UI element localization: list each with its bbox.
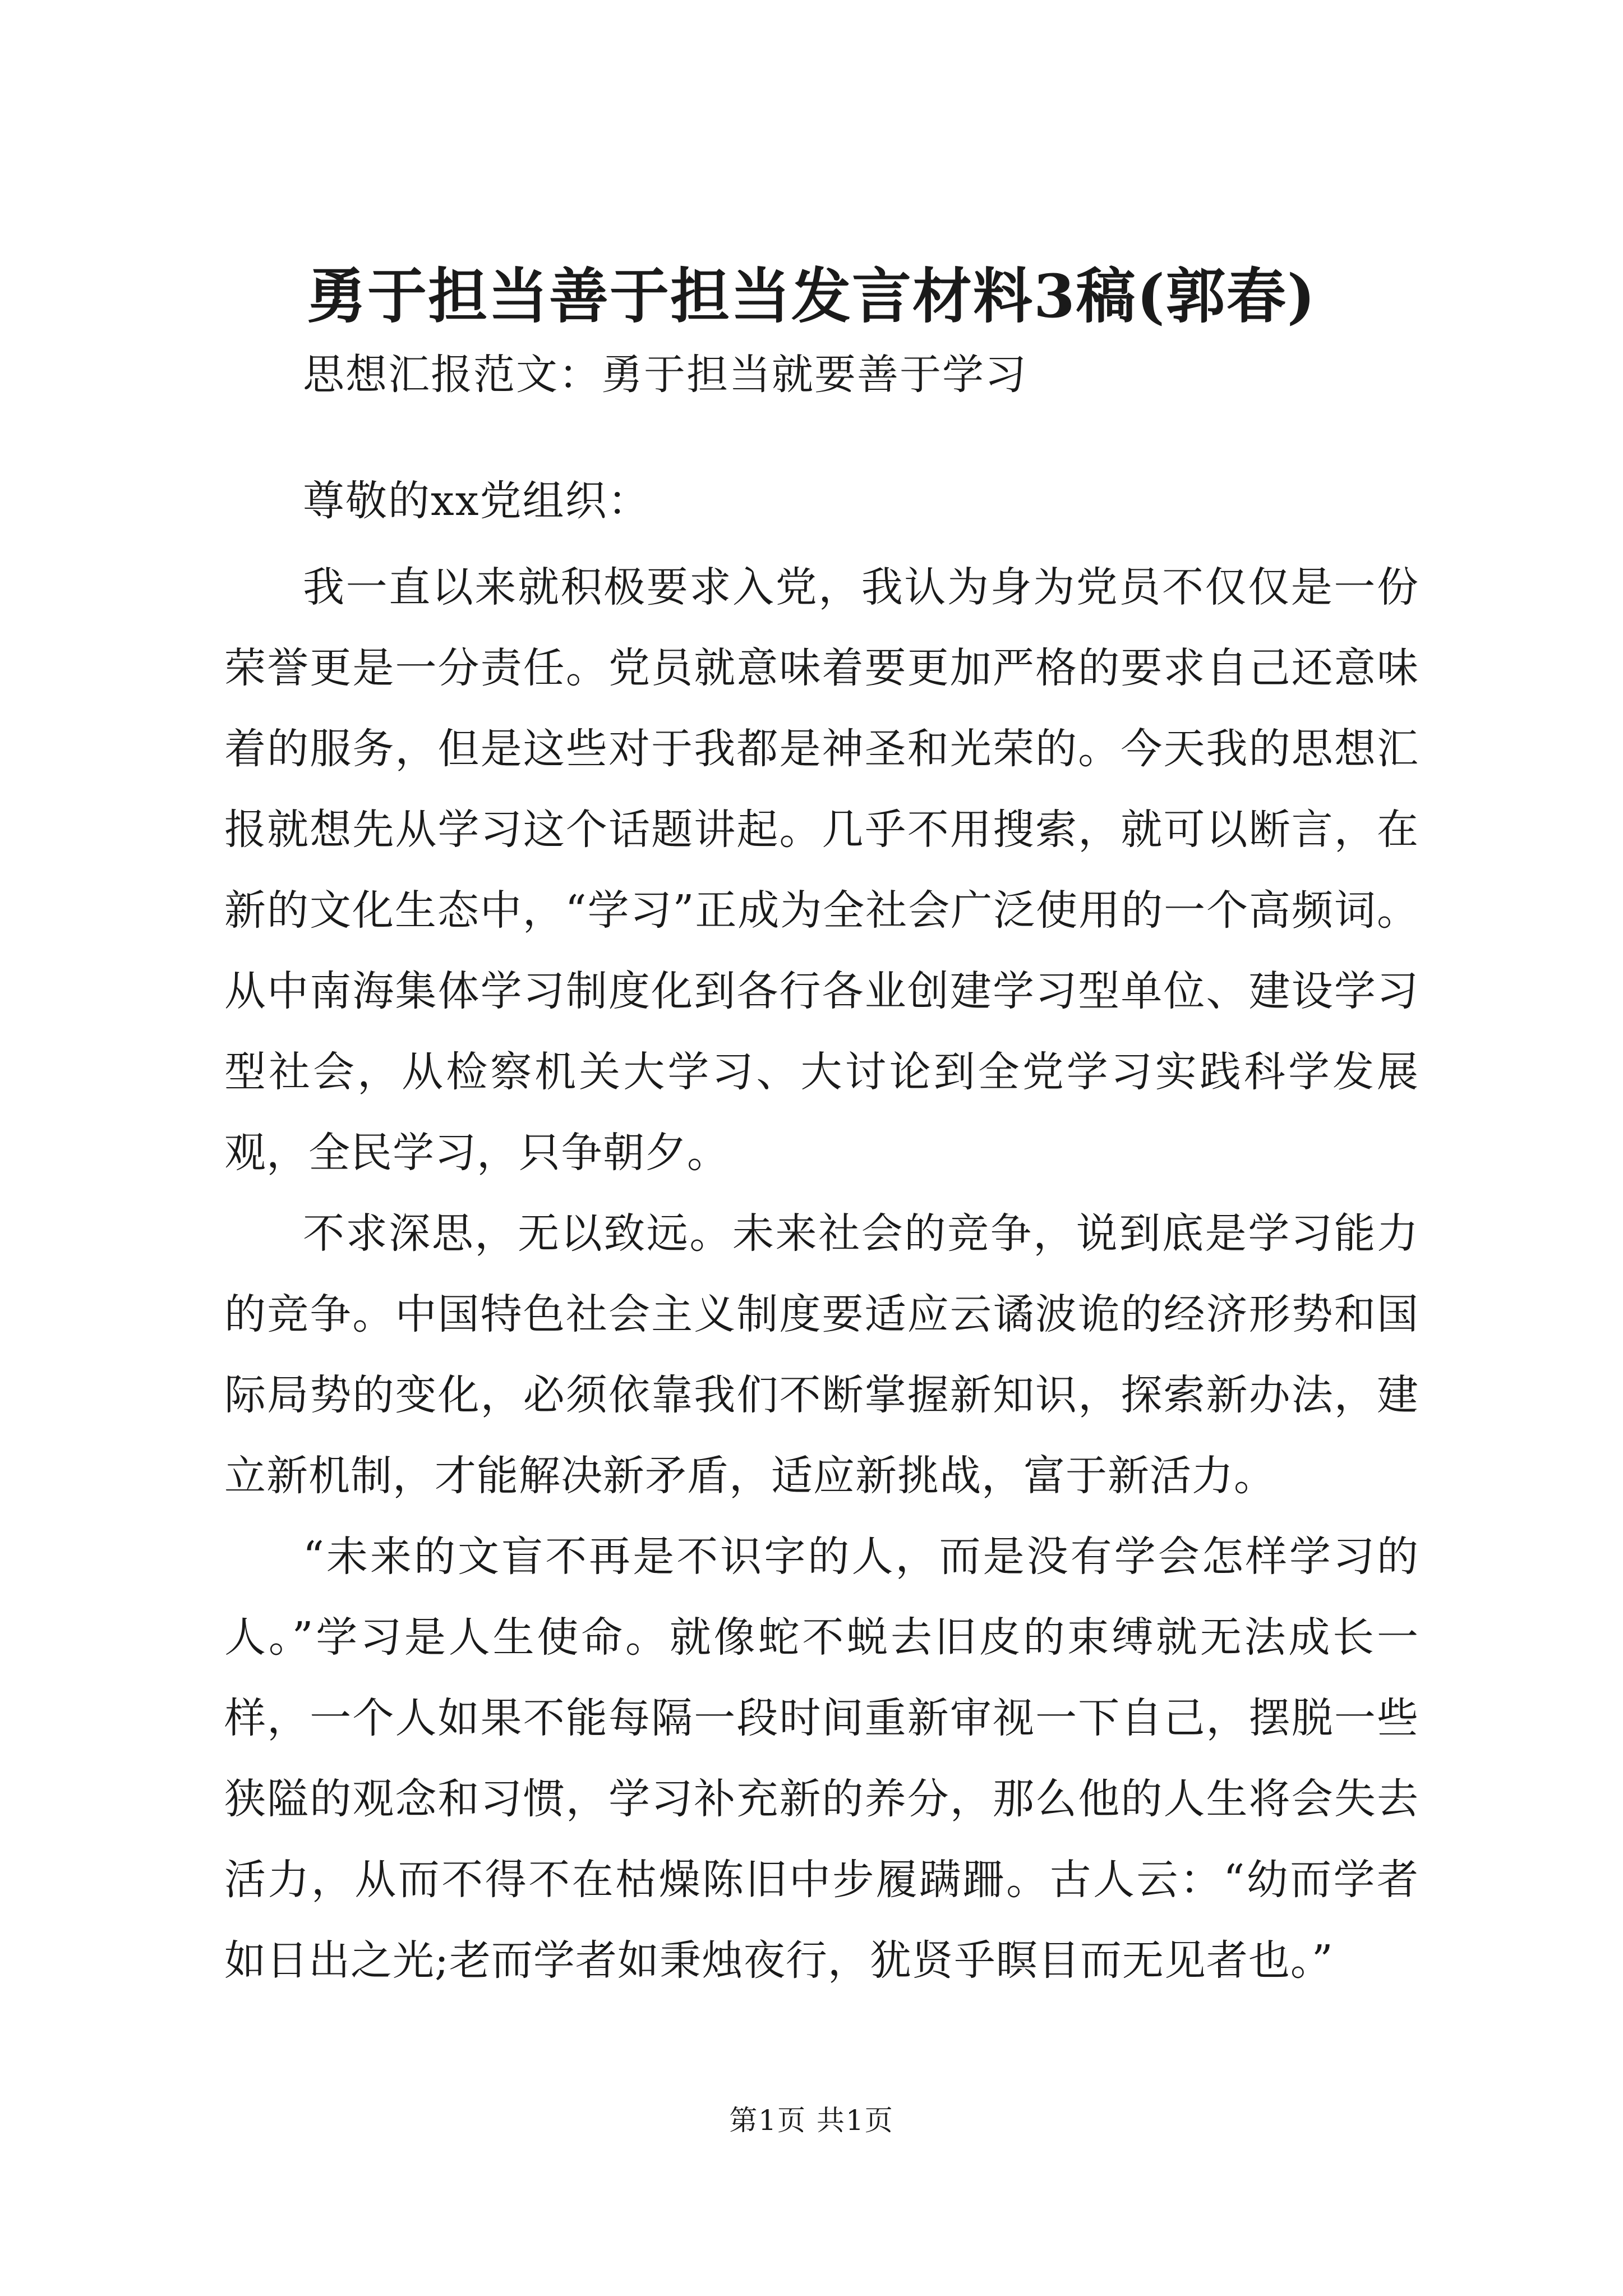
document-title: 勇于担当善于担当发言材料3稿(郭春) [306,261,1317,331]
document-subtitle: 思想汇报范文：勇于担当就要善于学习 [303,351,1027,399]
body-paragraph: 不求深思，无以致远。未来社会的竞争，说到底是学习能力的竞争。中国特色社会主义制度要适应云谲波诡的经济形势和国际局势的变化，必须依靠我们不断掌握新知识，探索新办法，建立新机制，才能解决新矛盾，适应新挑战，富于新活力。 [224,1209,1419,1500]
page-number-footer: 第1页 共1页 [729,2104,894,2137]
document-body [224,547,1419,2001]
body-paragraph: “未来的文盲不再是不识字的人，而是没有学会怎样学习的人。”学习是人生使命。就像蛇不蜕去旧皮的束缚就无法成长一样，一个人如果不能每隔一段时间重新审视一下自己，摆脱一些狭隘的观念和习惯，学习补充新的养分，那么他的人生将会失去活力，从而不得不在枯燥陈旧中步履蹒跚。古人云：“幼而学者如日出之光;老而学者如秉烛夜行，犹贤乎瞑目而无见者也。” [224,1533,1419,1985]
salutation: 尊敬的xx党组织： [303,477,651,525]
body-paragraph: 我一直以来就积极要求入党，我认为身为党员不仅仅是一份荣誉更是一分责任。党员就意味着要更加严格的要求自己还意味着的服务，但是这些对于我都是神圣和光荣的。今天我的思想汇报就想先从学习这个话题讲起。几乎不用搜索，就可以断言，在新的文化生态中，“学习”正成为全社会广泛使用的一个高频词。从中南海集体学习制度化到各行各业创建学习型单位、建设学习型社会，从检察机关大学习、大讨论到全党学习实践科学发展观，全民学习，只争朝夕。 [224,563,1419,1177]
